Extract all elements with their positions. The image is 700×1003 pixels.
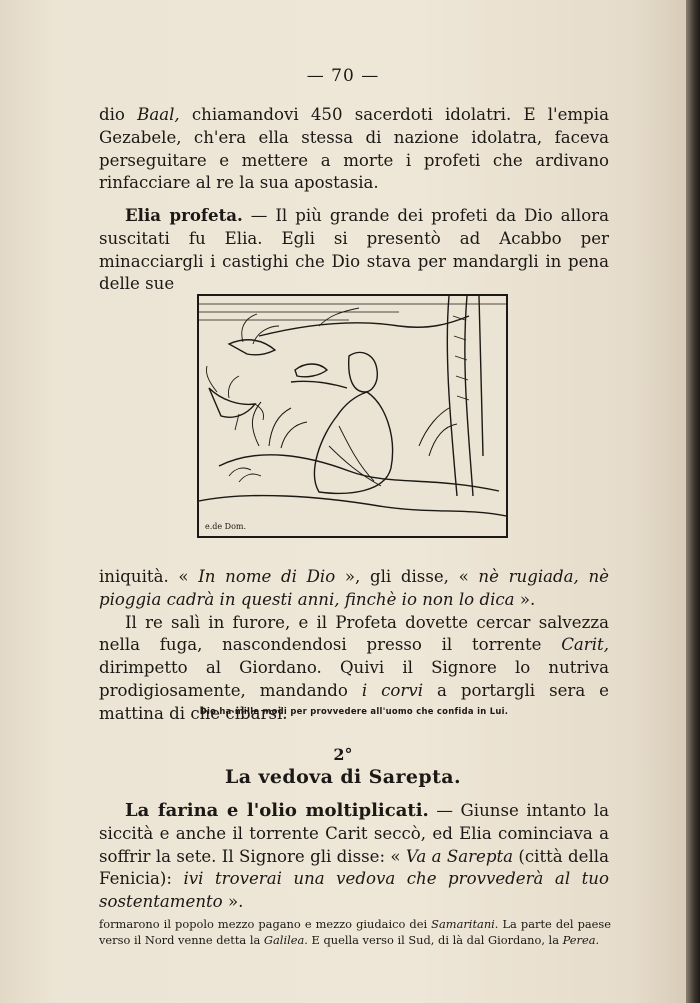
section-number: 2°: [333, 745, 353, 764]
paragraph-re-furore: Il re salì in furore, e il Profeta dovette cercar salvezza nella fuga, nascondendosi presso il torrente Carit, dirimpetto al Giordano. Quivi il Signore lo nutriva prodigiosamente, mandando i corvi a portargli sera e mattina di che cibarsi.: [99, 612, 610, 723]
quote-in-nome-di-dio: In nome di Dio: [198, 567, 336, 586]
section-title: La vedova di Sarepta.: [225, 766, 461, 788]
paragraph-iniquita: iniquità. « In nome di Dio », gli disse, « nè rugiada, nè pioggia cadrà in questi anni, finchè io non lo dica ». Il re salì in furore, e il Profeta dovette cercar salvezza nella fuga, nascondendosi presso il torrente Carit, dirimpetto al Giordano. Quivi il Signore lo nutriva prodigiosamente, mandando i corvi a portargli sera e mattina di che cibarsi.: [99, 566, 609, 726]
paragraph-elia: Elia profeta. — Il più grande dei profeti da Dio allora suscitati fu Elia. Egli si presentò ad Acabbo per minacciargli i castighi che Dio stava per mandargli in pena delle sue: [99, 205, 610, 294]
engraving-drawing: [199, 296, 506, 536]
quote-ne-rugiada: nè rugiada, nè pioggia cadrà in questi anni, finchè io non lo dica: [99, 567, 609, 609]
paragraph-baal: dio Baal, chiamandovi 450 sacerdoti idolatri. E l'empia Gezabele, ch'era ella stessa di nazione idolatra, faceva perseguitare e mettere a morte i profeti che ardivano rinfacciare al re la sua apostasia.: [99, 105, 609, 193]
footnote: formarono il popolo mezzo pagano e mezzo giudaico dei Samaritani. La parte del paese verso il Nord venne detta la Galilea. E quella verso il Sud, di là dal Giordano, la Perea.: [99, 917, 611, 948]
heading-farina-olio: La farina e l'olio moltiplicati.: [125, 800, 429, 821]
italic-baal: Baal,: [137, 105, 180, 124]
illustration-elijah-ravens: [197, 294, 508, 538]
page-number: — 70 —: [306, 66, 380, 86]
moral-caption: Dio ha mille modi per provvedere all'uomo che confida in Lui.: [199, 706, 509, 716]
book-spine-edge: [686, 0, 700, 1003]
heading-elia-profeta: Elia profeta.: [125, 205, 243, 225]
paragraph-farina: La farina e l'olio moltiplicati. — Giunse intanto la siccità e anche il torrente Carit seccò, ed Elia cominciava a soffrir la sete. Il Signore gli disse: « Va a Sarepta (città della Fenicia): ivi troverai una vedova che provvederà al tuo sostentamento ».: [99, 800, 609, 912]
artist-signature: e.de Dom.: [205, 522, 247, 531]
